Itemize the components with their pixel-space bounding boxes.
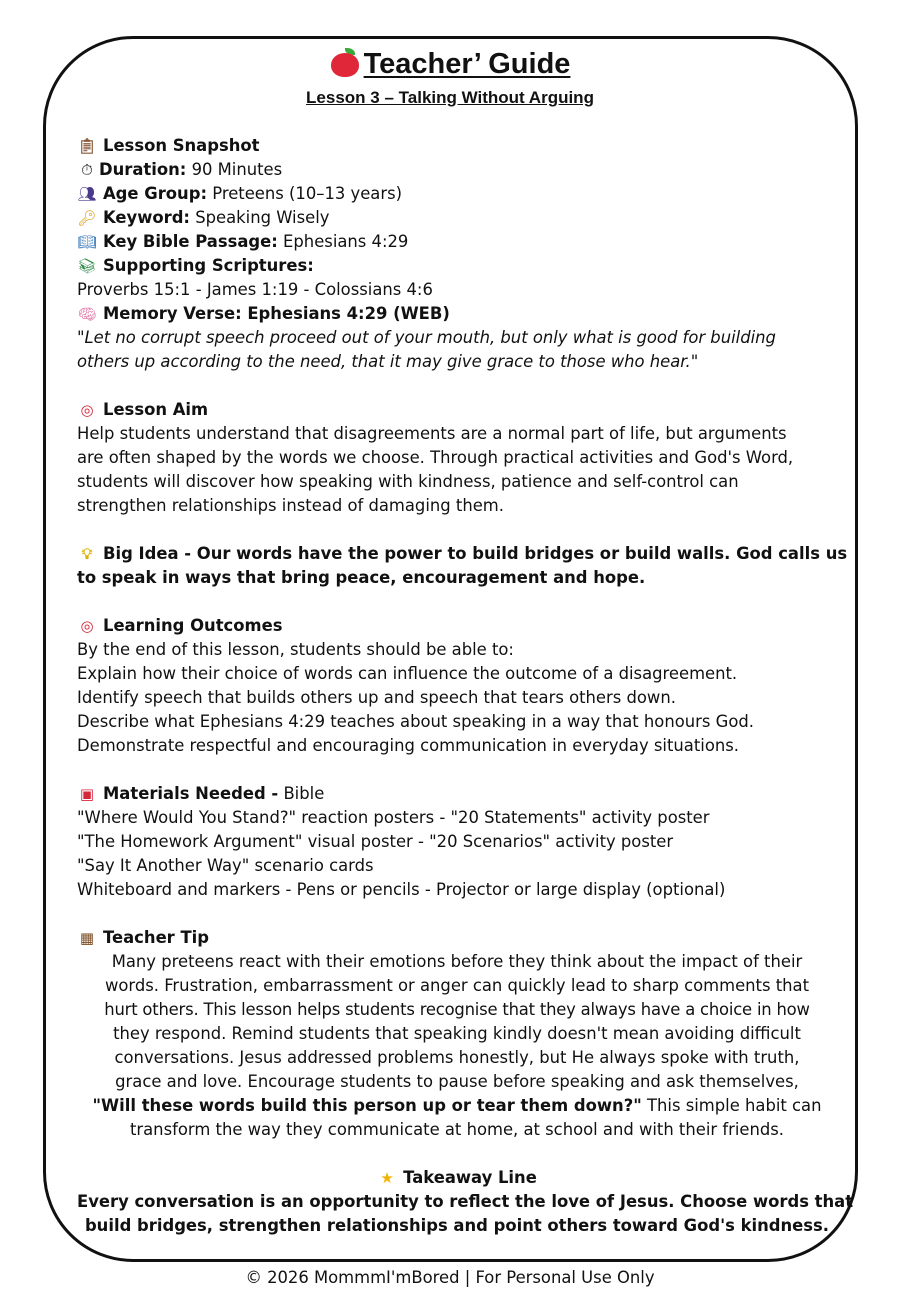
open-book-icon: 📖︎ bbox=[77, 233, 97, 251]
materials-heading: ▣ Materials Needed - Bible bbox=[77, 782, 837, 806]
target-icon: ◎ bbox=[80, 401, 94, 419]
lesson-subtitle: Lesson 3 – Talking Without Arguing bbox=[306, 88, 594, 107]
tip-after-question: This simple habit can bbox=[641, 1096, 822, 1115]
takeaway-line-2: build bridges, strengthen relationships and point others toward God's kindness. bbox=[84, 1216, 830, 1235]
aim-heading: ◎ Lesson Aim bbox=[77, 398, 837, 422]
tip-line: Many preteens react with their emotions before they think about the impact of their bbox=[111, 952, 803, 971]
snapshot-heading: 📋︎ Lesson Snapshot bbox=[77, 136, 260, 155]
takeaway-heading: ★ Takeaway Line bbox=[77, 1166, 837, 1190]
people-icon: 👥︎ bbox=[77, 185, 97, 203]
passage-value: Ephesians 4:29 bbox=[283, 232, 409, 251]
supporting-value: Proverbs 15:1 - James 1:19 - Colossians 4:6 bbox=[77, 280, 433, 299]
apple-icon bbox=[330, 48, 360, 76]
tip-heading: ▦ Teacher Tip bbox=[77, 926, 837, 950]
outcome-line: Explain how their choice of words can influence the outcome of a disagreement. bbox=[77, 664, 738, 683]
stopwatch-icon: ⏱︎ bbox=[81, 161, 93, 179]
tip-line: words. Frustration, embarrassment or anger can quickly lead to sharp comments that bbox=[104, 976, 810, 995]
brain-icon: 🧠︎ bbox=[77, 305, 97, 323]
keyword-label: Keyword: bbox=[103, 208, 190, 227]
tip-question: "Will these words build this person up or tear them down?" bbox=[92, 1096, 642, 1115]
outcome-line: Demonstrate respectful and encouraging communication in everyday situations. bbox=[77, 736, 739, 755]
materials-line: Whiteboard and markers - Pens or pencils - Projector or large display (optional) bbox=[77, 880, 726, 899]
keyword-value: Speaking Wisely bbox=[195, 208, 330, 227]
passage-label: Key Bible Passage: bbox=[103, 232, 278, 251]
tip-line: hurt others. This lesson helps students recognise that they always have a choice in how bbox=[104, 1000, 810, 1019]
tip-line: transform the way they communicate at home, at school and with their friends. bbox=[129, 1120, 785, 1139]
memory-row bbox=[77, 302, 837, 326]
outcome-line: By the end of this lesson, students should be able to: bbox=[77, 640, 514, 659]
lightbulb-icon: 💡︎ bbox=[81, 545, 93, 563]
materials-line: "The Homework Argument" visual poster - "20 Scenarios" activity poster bbox=[77, 832, 674, 851]
aim-line: students will discover how speaking with kindness, patience and self-control can bbox=[77, 472, 739, 491]
age-value: Preteens (10–13 years) bbox=[212, 184, 403, 203]
takeaway-line-1: Every conversation is an opportunity to reflect the love of Jesus. Choose words that bbox=[77, 1192, 854, 1211]
duration-label: Duration: bbox=[99, 160, 187, 179]
outcomes-heading: ◎ Learning Outcomes bbox=[77, 614, 837, 638]
aim-line: Help students understand that disagreements are a normal part of life, but arguments bbox=[77, 424, 787, 443]
materials-line: "Where Would You Stand?" reaction posters - "20 Statements" activity poster bbox=[77, 808, 710, 827]
books-icon: 📚︎ bbox=[77, 257, 97, 275]
memory-verse-line-2: others up according to the need, that it may give grace to those who hear." bbox=[77, 352, 699, 371]
page-title bbox=[0, 44, 900, 84]
duration-row bbox=[77, 158, 837, 182]
age-label: Age Group: bbox=[103, 184, 207, 203]
memory-verse-line-1: "Let no corrupt speech proceed out of your mouth, but only what is good for building bbox=[77, 328, 776, 347]
lesson-content bbox=[77, 134, 854, 1238]
tip-line: they respond. Remind students that speaking kindly doesn't mean avoiding difficult bbox=[113, 1024, 801, 1043]
keyword-row bbox=[77, 206, 837, 230]
backpack-icon: ▣ bbox=[79, 785, 95, 803]
star-icon: ★ bbox=[380, 1169, 394, 1187]
memory-label: Memory Verse: Ephesians 4:29 (WEB) bbox=[103, 304, 450, 323]
outcome-line: Identify speech that builds others up and speech that tears others down. bbox=[77, 688, 676, 707]
tip-question-line bbox=[77, 1094, 837, 1118]
target-icon: ◎ bbox=[80, 617, 94, 635]
clipboard-icon: 📋︎ bbox=[77, 137, 97, 155]
big-idea-line-1: 💡︎ Big Idea - Our words have the power to build bridges or build walls. God calls us bbox=[77, 542, 837, 566]
materials-first-item: Bible bbox=[283, 784, 325, 803]
age-row bbox=[77, 182, 837, 206]
duration-value: 90 Minutes bbox=[191, 160, 283, 179]
outcome-line: Describe what Ephesians 4:29 teaches about speaking in a way that honours God. bbox=[77, 712, 754, 731]
copyright-footer: © 2026 MommmI'mBored | For Personal Use Only bbox=[245, 1268, 655, 1287]
passage-row bbox=[77, 230, 837, 254]
tip-line: conversations. Jesus addressed problems honestly, but He always spoke with truth, bbox=[114, 1048, 800, 1067]
supporting-row bbox=[77, 254, 837, 278]
page-title-text: Teacher’ Guide bbox=[363, 48, 571, 80]
materials-line: "Say It Another Way" scenario cards bbox=[77, 856, 374, 875]
teacher-icon: ▦ bbox=[79, 929, 95, 947]
tip-line: grace and love. Encourage students to pause before speaking and ask themselves, bbox=[115, 1072, 799, 1091]
key-icon: 🔑︎ bbox=[77, 209, 97, 227]
big-idea-line-2: to speak in ways that bring peace, encouragement and hope. bbox=[77, 568, 646, 587]
supporting-label: Supporting Scriptures: bbox=[103, 256, 314, 275]
aim-line: are often shaped by the words we choose. Through practical activities and God's Word, bbox=[77, 448, 794, 467]
aim-line: strengthen relationships instead of damaging them. bbox=[77, 496, 504, 515]
